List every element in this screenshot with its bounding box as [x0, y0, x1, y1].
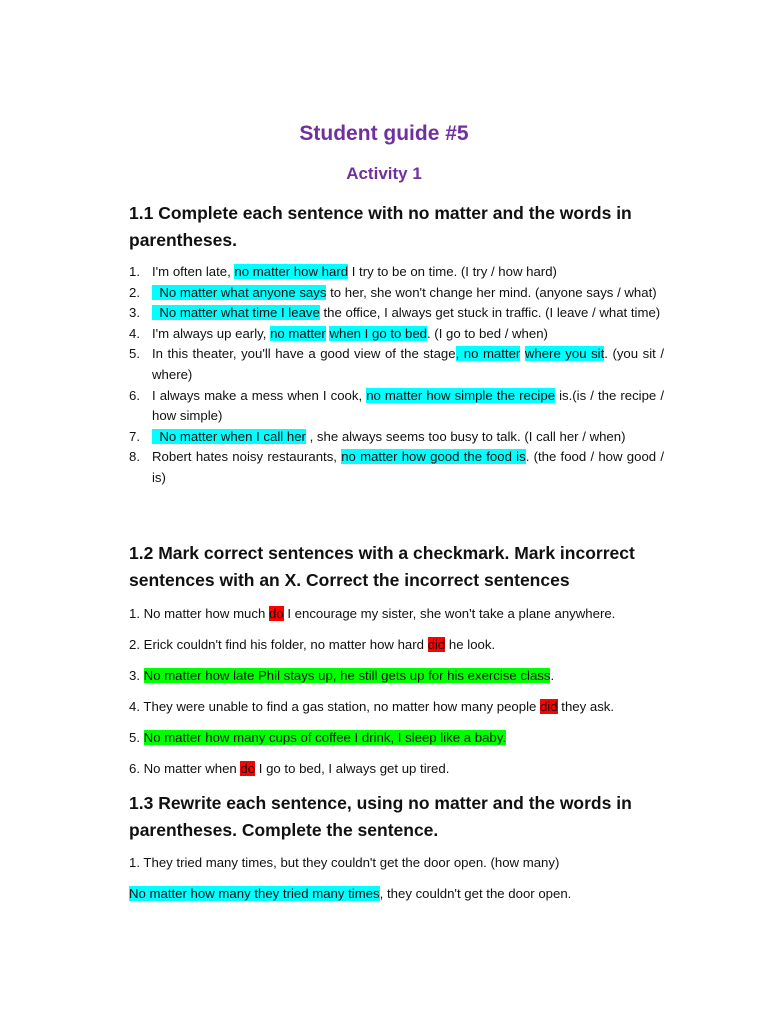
correct-highlight: No matter how many cups of coffee I drink, I sleep like a baby.	[143, 730, 507, 745]
list-item: 6. I always make a mess when I cook, no matter how simple the recipe is.(is / the recipe / how simple)	[129, 387, 664, 424]
sentence-6: 6. No matter when do I go to bed, I always get up tired.	[129, 761, 450, 776]
page-title: Student guide #5	[299, 122, 469, 145]
answer-highlight: No matter when I call her	[152, 428, 306, 444]
list-item: 3. No matter what time I leave the office, I always get stuck in traffic. (I leave / what time)	[129, 305, 661, 321]
section-2-heading: 1.2 Mark correct sentences with a checkmark. Mark incorrect sentences with an X. Correct the incorrect sentences	[129, 543, 635, 590]
activity-title: Activity 1	[346, 164, 422, 183]
error-highlight: did	[427, 637, 446, 652]
answer-highlight: no matter how good the food is	[341, 449, 526, 465]
rewrite-answer-1: No matter how many they tried many times, they couldn't get the door open.	[129, 886, 572, 901]
answer-highlight: , no matter	[455, 346, 521, 362]
list-item: 2. No matter what anyone says to her, she won't change her mind. (anyone says / what)	[129, 284, 657, 300]
section-3-heading: 1.3 Rewrite each sentence, using no matter and the words in parentheses. Complete the sentence.	[129, 793, 632, 840]
sentence-4: 4. They were unable to find a gas station, no matter how many people did they ask.	[129, 699, 615, 714]
error-highlight: do	[269, 606, 284, 621]
exercise-list	[129, 262, 664, 489]
answer-highlight: No matter what anyone says	[152, 284, 327, 300]
sentence-2: 2. Erick couldn't find his folder, no matter how hard did he look.	[129, 637, 496, 652]
error-highlight: do	[240, 761, 256, 776]
list-item: 5. In this theater, you'll have a good view of the stage, no matter where you sit. (you sit / where)	[129, 346, 664, 382]
answer-highlight: when I go to bed	[329, 325, 427, 341]
sentence-1: 1. No matter how much do I encourage my sister, she won't take a plane anywhere.	[129, 606, 616, 621]
answer-highlight: where you sit	[524, 346, 605, 362]
section-1-heading: 1.1 Complete each sentence with no matter and the words in parentheses.	[129, 203, 632, 250]
correct-highlight: No matter how late Phil stays up, he still gets up for his exercise class	[143, 668, 551, 683]
answer-highlight: No matter what time I leave	[152, 305, 320, 321]
error-highlight: did	[540, 699, 558, 714]
answer-highlight: No matter how many they tried many times	[129, 886, 380, 901]
sentence-3: 3. No matter how late Phil stays up, he still gets up for his exercise class.	[129, 668, 555, 683]
list-item: 7. No matter when I call her , she always seems too busy to talk. (I call her / when)	[129, 428, 626, 444]
list-item: 4. I'm always up early, no matter when I go to bed. (I go to bed / when)	[129, 325, 548, 341]
answer-highlight: no matter how hard	[234, 264, 349, 279]
rewrite-question-1: 1. They tried many times, but they couldn't get the door open. (how many)	[129, 855, 560, 870]
sentence-5: 5. No matter how many cups of coffee I drink, I sleep like a baby.	[129, 730, 507, 745]
list-item: 8. Robert hates noisy restaurants, no matter how good the food is. (the food / how good / is)	[129, 449, 665, 485]
list-item: 1. I'm often late, no matter how hard I try to be on time. (I try / how hard)	[129, 264, 557, 279]
answer-highlight: no matter how simple the recipe	[366, 387, 556, 403]
answer-highlight: no matter	[270, 325, 326, 341]
